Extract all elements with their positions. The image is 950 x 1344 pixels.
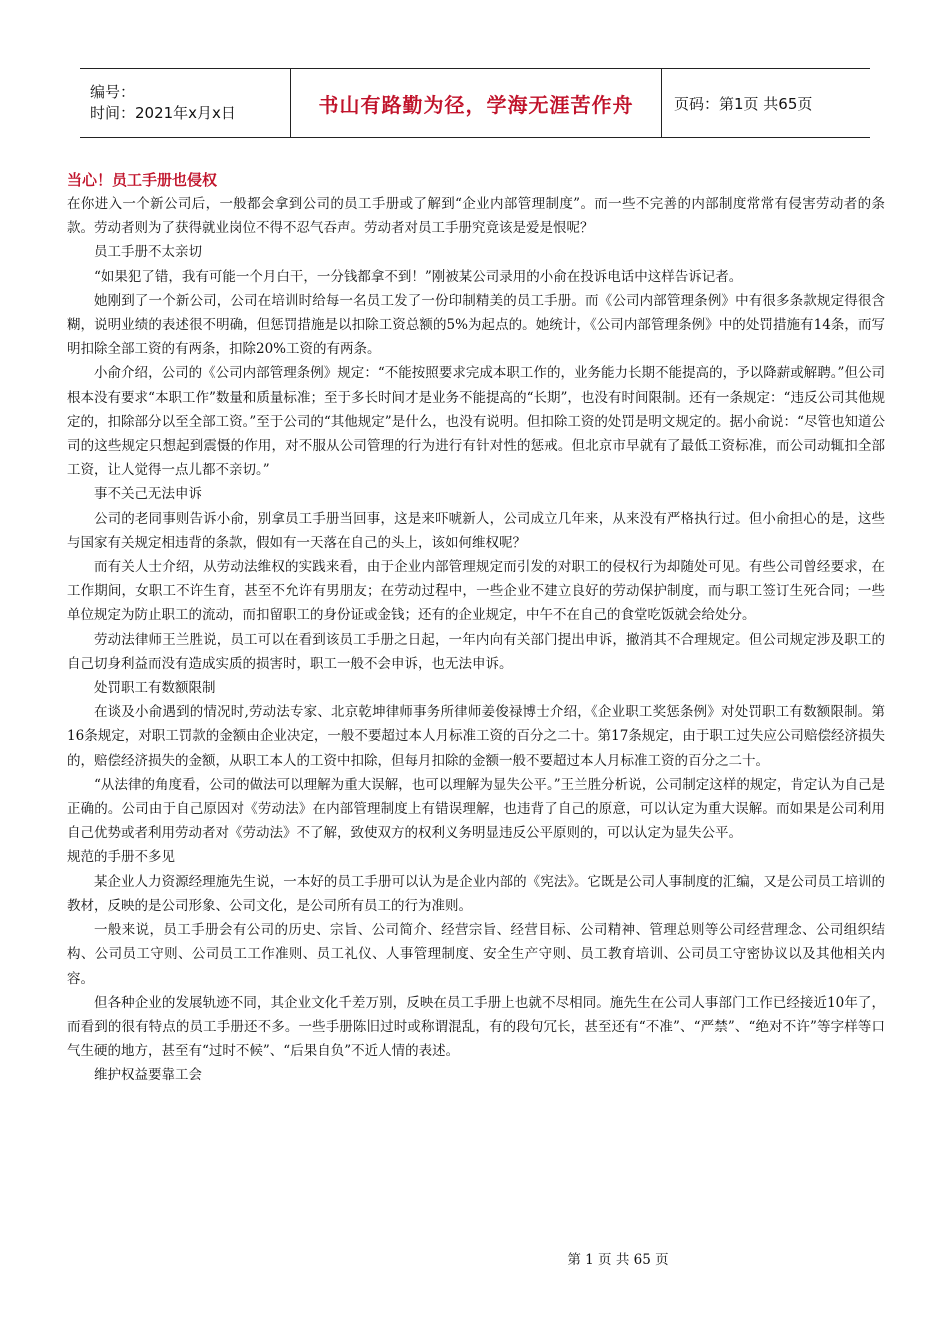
paragraph: 公司的老同事则告诉小俞，别拿员工手册当回事，这是来吓唬新人，公司成立几年来，从来没有严格执行过。但小俞担心的是，这些与国家有关规定相违背的条款，假如有一天落在自己的头上，该如何维权呢？ [67, 510, 885, 551]
paragraph: 规范的手册不多见 [67, 849, 175, 866]
page-info-text: 页码：第1页 共65页 [674, 94, 813, 113]
paragraph: 而有关人士介绍，从劳动法维权的实践来看，由于企业内部管理规定而引发的对职工的侵权行为却随处可见。有些公司曾经要求，在工作期间，女职工不许生育，甚至不允许有男朋友；在劳动过程中，一些企业不建立良好的劳动保护制度，而与职工签订生死合同；一些单位规定为防止职工的流动，而扣留职工的身份证或金钱；还有的企业规定，中午不在自己的食堂吃饭就会给处分。 [67, 559, 885, 624]
paragraph: 事不关己无法申诉 [94, 486, 202, 503]
page-footer [0, 1248, 950, 1268]
paragraph: 一般来说，员工手册会有公司的历史、宗旨、公司简介、经营宗旨、经营目标、公司精神、管理总则等公司经营理念、公司组织结构、公司员工守则、公司员工工作准则、员工礼仪、人事管理制度、安全生产守则、员工教育培训、公司员工守密协议以及其他相关内容。 [67, 922, 885, 987]
paragraph: 处罚职工有数额限制 [94, 680, 216, 697]
paragraph: 劳动法律师王兰胜说，员工可以在看到该员工手册之日起，一年内向有关部门提出申诉，撤消其不合理规定。但公司规定涉及职工的自己切身利益而没有造成实质的损害时，职工一般不会申诉，也无法申诉。 [67, 631, 885, 672]
header-motto [291, 69, 662, 137]
paragraph: 维护权益要靠工会 [94, 1067, 202, 1084]
paragraph: 她刚到了一个新公司，公司在培训时给每一名员工发了一份印制精美的员工手册。而《公司内部管理条例》中有很多条款规定得很含糊，说明业绩的表述很不明确，但惩罚措施是以扣除工资总额的5%为起点的。她统计，《公司内部管理条例》中的处罚措施有14条，而写明扣除全部工资的有两条，扣除20%工资的有两条。 [67, 292, 885, 358]
paragraph: 员工手册不太亲切 [94, 244, 202, 261]
paragraph: 某企业人力资源经理施先生说，一本好的员工手册可以认为是企业内部的《宪法》。它既是公司人事制度的汇编，又是公司员工培训的教材，反映的是公司形象、公司文化，是公司所有员工的行为准则。 [67, 873, 885, 914]
header-meta [80, 69, 291, 137]
paragraph: “如果犯了错，我有可能一个月白干，一分钱都拿不到！”刚被某公司录用的小俞在投诉电话中这样告诉记者。 [94, 268, 743, 285]
footer-page-number: 第 1 页 共 65 页 [567, 1252, 669, 1268]
paragraph: 但各种企业的发展轨迹不同，其企业文化千差万别，反映在员工手册上也就不尽相同。施先生在公司人事部门工作已经接近10年了，而看到的很有特点的员工手册还不多。一些手册陈旧过时或称谓混乱，有的段句冗长，甚至还有“不准”、“严禁”、“绝对不许”等字样等口气生硬的地方，甚至有“过时不候”、“后果自负”不近人情的表述。 [67, 994, 885, 1060]
paragraph: “从法律的角度看，公司的做法可以理解为重大误解，也可以理解为显失公平。”王兰胜分析说，公司制定这样的规定，肯定认为自己是正确的。公司由于自己原因对《劳动法》在内部管理制度上有错误理解，也违背了自己的原意，可以认定为重大误解。而如果是公司利用自己优势或者利用劳动者对《劳动法》不了解，致使双方的权利义务明显违反公平原则的，可以认定为显失公平。 [67, 776, 885, 842]
paragraph: 小俞介绍，公司的《公司内部管理条例》规定：“不能按照要求完成本职工作的，业务能力长期不能提高的，予以降薪或解聘。”但公司根本没有要求“本职工作”数量和质量标准；至于多长时间才是业务不能提高的“长期”，也没有时间限制。还有一条规定：“违反公司其他规定的，扣除部分以至全部工资。”至于公司的“其他规定”是什么，也没有说明。但扣除工资的处罚是明文规定的。据小俞说：“尽管也知道公司的这些规定只想起到震慑的作用，对不服从公司管理的行为进行有针对性的惩戒。但北京市早就有了最低工资标准，而公司动辄扣全部工资，让人觉得一点儿都不亲切。” [67, 365, 885, 479]
article-body [67, 168, 885, 1088]
article-paragraphs [67, 192, 885, 1088]
paragraph: 在谈及小俞遇到的情况时,劳动法专家、北京乾坤律师事务所律师姜俊禄博士介绍，《企业职工奖惩条例》对处罚职工有数额限制。第16条规定，对职工罚款的金额由企业决定，一般不要超过本人月标准工资的百分之二十。第17条规定，由于职工过失应公司赔偿经济损失的，赔偿经济损失的金额，从职工本人的工资中扣除，但每月扣除的金额一般不要超过本人月标准工资的百分之二十。 [67, 704, 885, 769]
article-title: 当心！员工手册也侵权 [67, 171, 218, 189]
motto-text: 书山有路勤为径，学海无涯苦作舟 [318, 92, 634, 117]
paragraph: 在你进入一个新公司后，一般都会拿到公司的员工手册或了解到“企业内部管理制度”。而一些不完善的内部制度常常有侵害劳动者的条款。劳动者则为了获得就业岗位不得不忍气吞声。劳动者对员工手册究竟该是爱是恨呢？ [67, 196, 885, 237]
document-time: 时间：2021年x月x日 [90, 104, 236, 122]
header-page-info [662, 69, 870, 137]
document-number: 编号： [90, 83, 136, 101]
page-header [80, 68, 870, 138]
